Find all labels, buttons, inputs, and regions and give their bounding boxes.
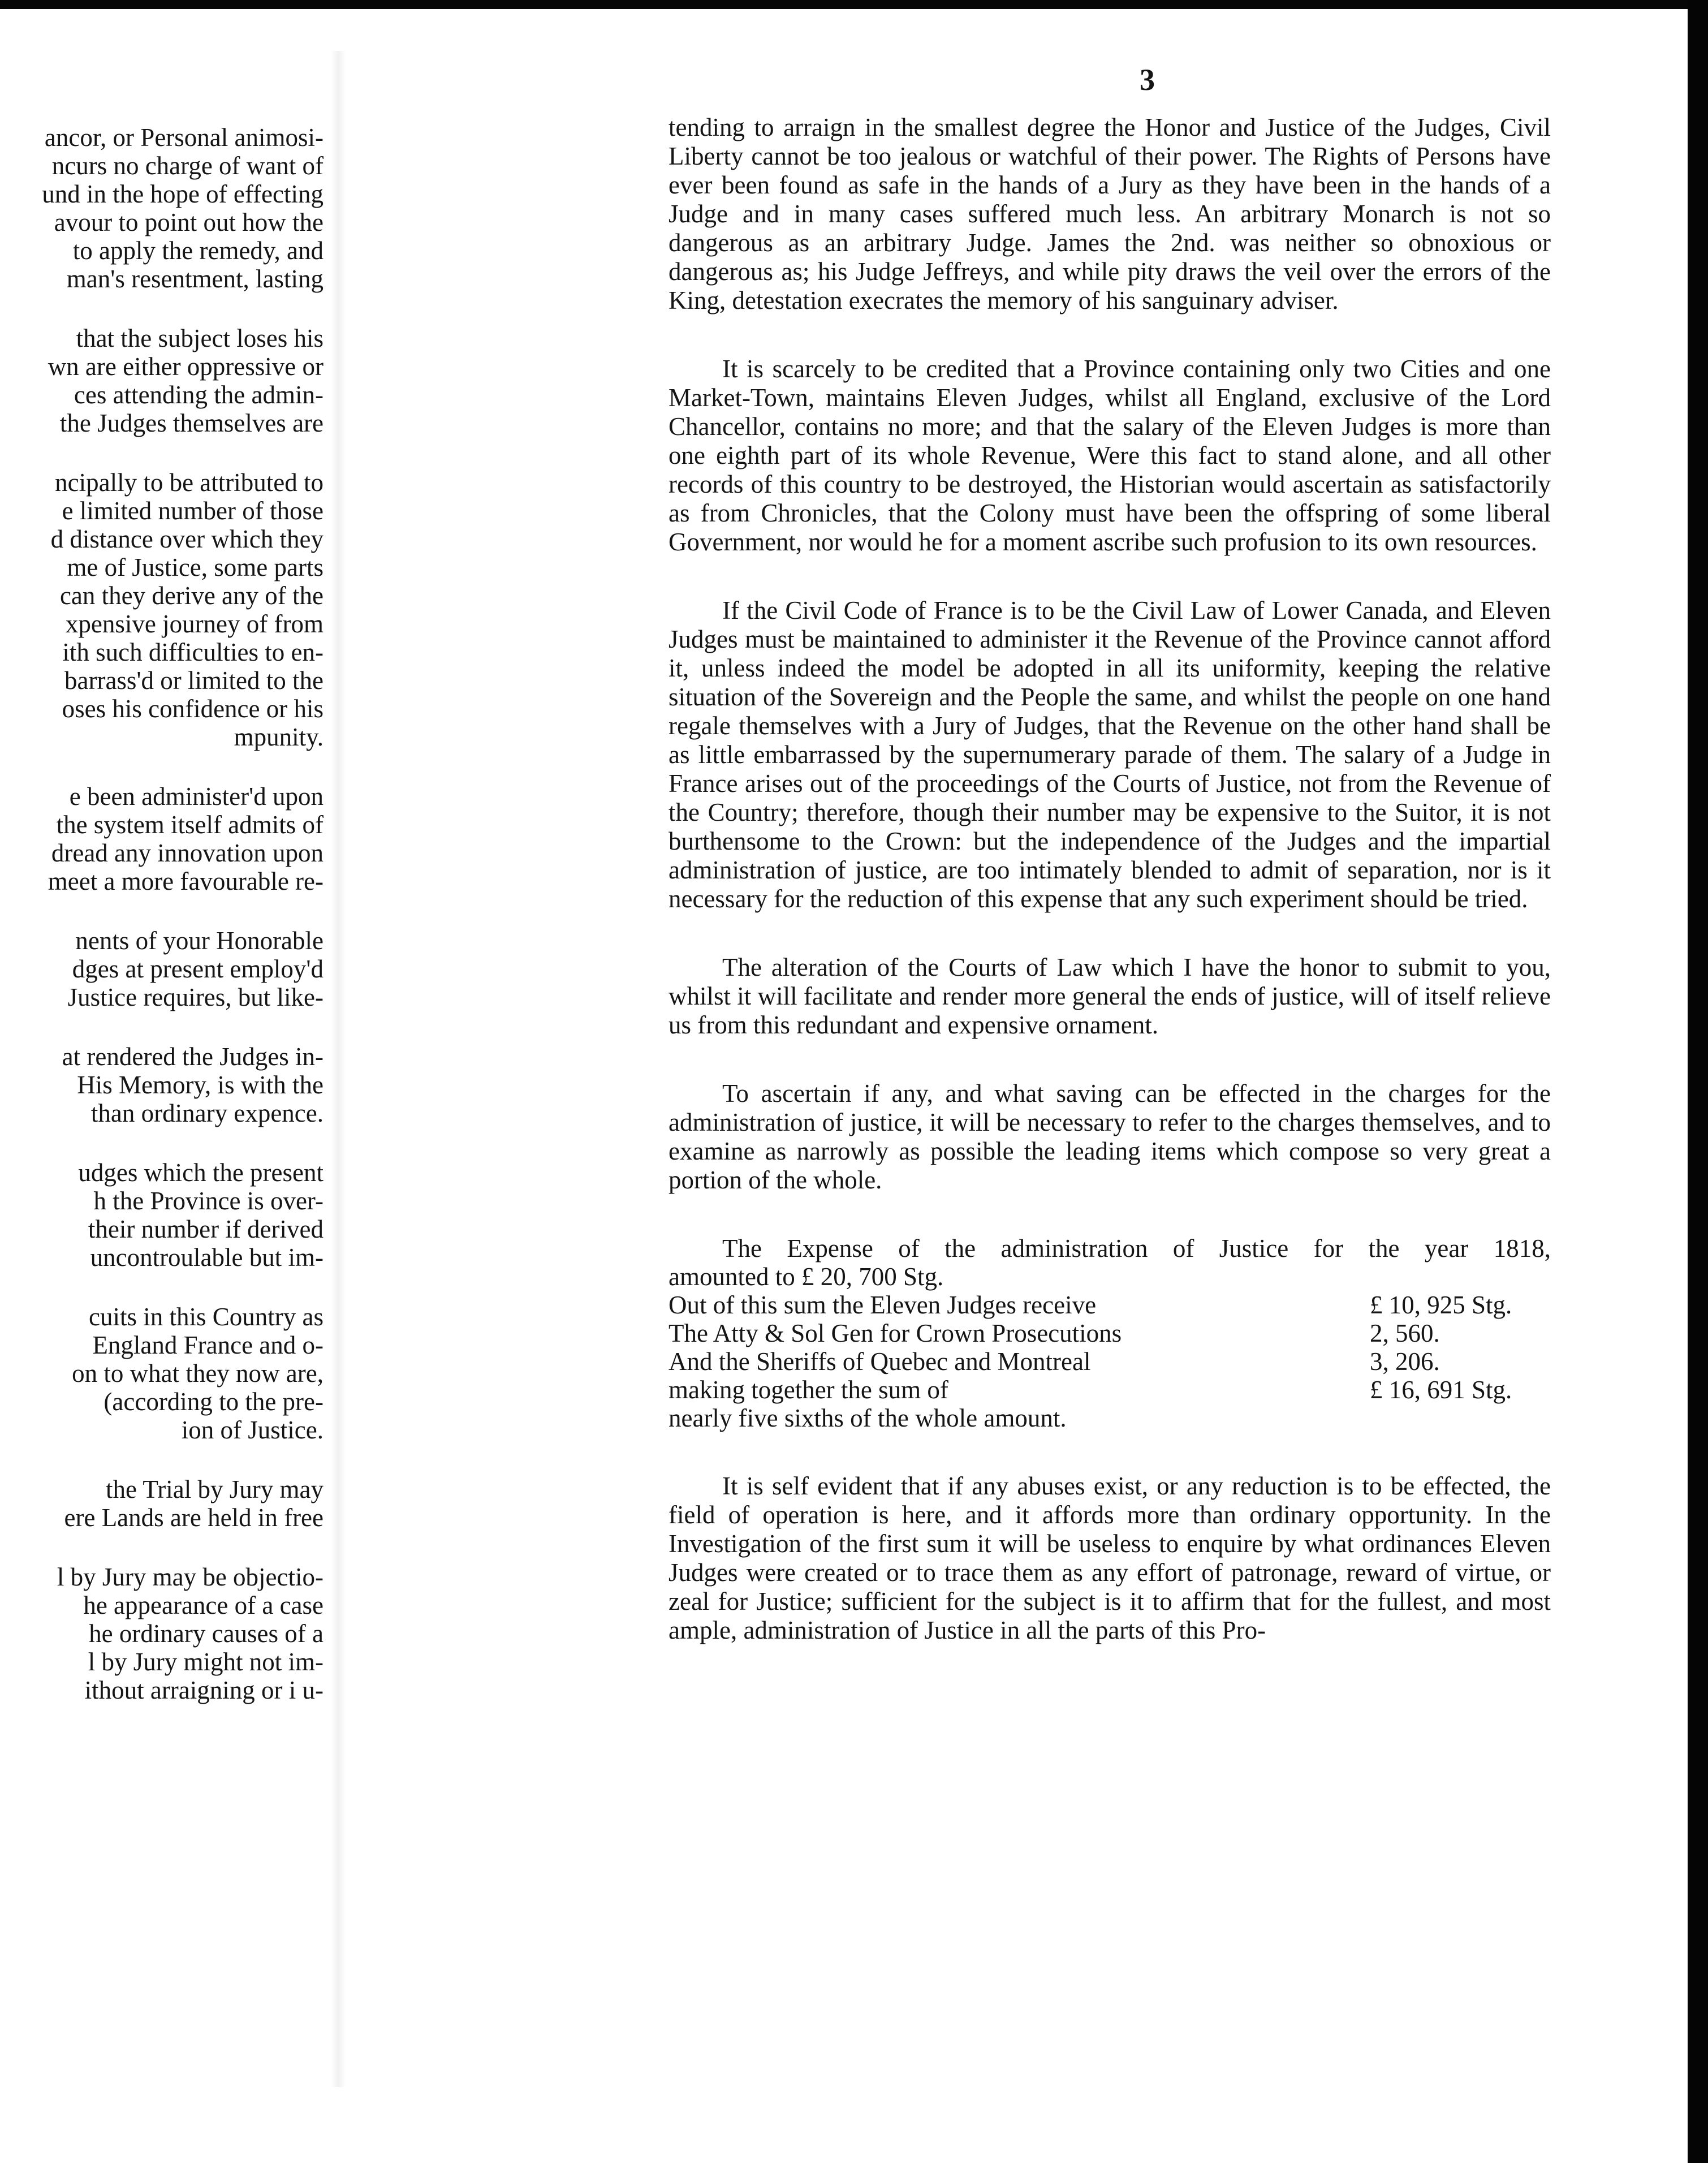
page-gutter — [331, 51, 346, 2087]
left-paragraph-gap — [0, 1444, 328, 1475]
left-column-line: England France and o- — [92, 1331, 324, 1359]
left-paragraph-gap — [0, 293, 328, 324]
left-column-line: l by Jury might not im- — [88, 1648, 324, 1676]
left-column-line: barrass'd or limited to the — [64, 666, 324, 695]
left-column-line: ith such difficulties to en- — [62, 638, 324, 666]
left-column-line: on to what they now are, — [72, 1359, 324, 1388]
left-column-line: ithout arraigning or i u- — [84, 1676, 324, 1704]
left-column-line: wn are either oppressive or — [48, 352, 324, 381]
expense-total-line: amounted to £ 20, 700 Stg. — [668, 1263, 944, 1291]
left-column-line: their number if derived — [88, 1215, 324, 1243]
left-column-line: ion of Justice. — [181, 1416, 324, 1444]
paragraph-5: To ascertain if any, and what saving can be effected in the charges for the administration of justice, it will be necessary to refer to the charges themselves, and to examine as narrowly as possible the leading items which compose so very great a portion of the whole. — [668, 1079, 1551, 1194]
left-column-line: ncurs no charge of want of — [51, 152, 324, 180]
left-paragraph-gap — [0, 751, 328, 782]
left-column-line: e been administer'd upon — [69, 782, 324, 811]
left-column-line: ancor, or Personal animosi- — [44, 123, 324, 152]
left-column-line: that the subject loses his — [76, 324, 324, 352]
paragraph-2: It is scarcely to be credited that a Province containing only two Cities and one Market-Town, maintains Eleven Judges, whilst all England, exclusive of the Lord Chancellor, contains no more; and that the salary of the Eleven Judges is more than one eighth part of its whole Revenue, Were this fact to stand alone, and all other records of this country to be destroyed, the Historian would ascertain as satisfactorily as from Chronicles, that the Colony must have been the offspring of some liberal Government, nor would he for a moment ascribe such profusion to its own resources. — [668, 355, 1551, 556]
left-column-line: man's resentment, lasting — [66, 265, 324, 293]
left-column-line: nents of your Honorable — [75, 927, 324, 955]
left-column-line: h the Province is over- — [93, 1187, 324, 1215]
left-column-line: ces attending the admin- — [74, 381, 324, 409]
left-paragraph-gap — [0, 895, 328, 927]
left-column-line: ere Lands are held in free — [64, 1503, 324, 1532]
left-column-line: than ordinary expence. — [90, 1099, 324, 1127]
left-page-column — [0, 123, 328, 2058]
page-number: 3 — [1140, 63, 1155, 97]
left-column-line: oses his confidence or his — [62, 695, 324, 723]
left-column-line: the Judges themselves are — [59, 409, 324, 437]
expense-amount: 3, 206. — [1370, 1347, 1440, 1376]
left-column-line: he appearance of a case — [83, 1591, 324, 1619]
left-column-line: the Trial by Jury may — [105, 1475, 324, 1503]
left-paragraph-gap — [0, 1532, 328, 1563]
left-column-line: udges which the present — [78, 1158, 324, 1187]
left-column-line: ncipally to be attributed to — [55, 468, 324, 497]
expense-row — [668, 1319, 1551, 1347]
left-column-line: he ordinary causes of a — [89, 1619, 324, 1648]
left-column-line: at rendered the Judges in- — [62, 1042, 324, 1071]
expense-label: And the Sheriffs of Quebec and Montreal — [668, 1347, 1091, 1376]
left-column-line: avour to point out how the — [54, 208, 324, 236]
left-column-line: cuits in this Country as — [89, 1303, 324, 1331]
left-column-line: (according to the pre- — [103, 1388, 324, 1416]
left-paragraph-gap — [0, 1272, 328, 1303]
paragraph-6: It is self evident that if any abuses exist, or any reduction is to be effected, the field of operation is here, and it affords more than ordinary opportunity. In the Investigation of the first sum it will be useless to enquire by what ordinances Eleven Judges were created or to trace them as any effort of patronage, reward of virtue, or zeal for Justice; sufficient for the subject is it to affirm that for the fullest, and most ample, administration of Justice in all the parts of this Pro- — [668, 1472, 1551, 1644]
left-column-line: dges at present employ'd — [72, 955, 324, 983]
paragraph-4: The alteration of the Courts of Law which I have the honor to submit to you, whilst it will facilitate and render more general the ends of justice, will of itself relieve us from this redundant and expensive ornament. — [668, 953, 1551, 1039]
left-column-line: can they derive any of the — [59, 581, 324, 610]
expense-label: making together the sum of — [668, 1376, 948, 1404]
left-column-line: meet a more favourable re- — [48, 867, 324, 895]
expense-amount: £ 10, 925 Stg. — [1370, 1291, 1512, 1319]
expense-rows — [668, 1291, 1551, 1404]
expense-note: nearly five sixths of the whole amount. — [668, 1404, 1067, 1432]
left-paragraph-gap — [0, 1011, 328, 1042]
expense-label: Out of this sum the Eleven Judges receive — [668, 1291, 1097, 1319]
left-column-line: mpunity. — [234, 723, 324, 751]
left-column-line: d distance over which they — [50, 525, 324, 553]
right-page-column — [668, 113, 1551, 1645]
left-column-line: Justice requires, but like- — [67, 983, 324, 1011]
left-paragraph-gap — [0, 437, 328, 468]
left-column-line: the system itself admits of — [56, 811, 324, 839]
expense-row — [668, 1347, 1551, 1376]
expense-label: The Atty & Sol Gen for Crown Prosecutions — [668, 1319, 1122, 1347]
left-column-line: uncontroulable but im- — [90, 1243, 324, 1272]
paragraph-1: tending to arraign in the smallest degree the Honor and Justice of the Judges, Civil Liberty cannot be too jealous or watchful of their power. The Rights of Persons have ever been found as safe in the hands of a Jury as they have been in the hands of a Judge and in many cases suffered much less. An arbitrary Monarch is not so dangerous as an arbitrary Judge. James the 2nd. was neither so obnoxious or dangerous as; his Judge Jeffreys, and while pity draws the veil over the errors of the King, detestation execrates the memory of his sanguinary adviser. — [668, 113, 1551, 314]
left-column-line: e limited number of those — [62, 497, 324, 525]
left-column-line: xpensive journey of from — [65, 610, 324, 638]
left-column-line: l by Jury may be objectio- — [57, 1563, 324, 1591]
paragraph-3: If the Civil Code of France is to be the Civil Law of Lower Canada, and Eleven Judges must be maintained to administer it the Revenue of the Province cannot afford it, unless indeed the model be adopted in all its uniformity, keeping the relative situation of the Sovereign and the People the same, and whilst the people on one hand regale themselves with a Jury of Judges, that the Revenue on the other hand shall be as little embarrassed by the supernumerary parade of them. The salary of a Judge in France arises out of the proceedings of the Courts of Justice, not from the Revenue of the Country; therefore, though their number may be expensive to the Suitor, it is not burthensome to the Crown: but the independence of the Judges and the impartial administration of justice, are too intimately blended to admit of separation, nor is it necessary for the reduction of this expense that any such experiment should be tried. — [668, 596, 1551, 913]
left-column-line: me of Justice, some parts — [67, 553, 324, 581]
expense-amount: £ 16, 691 Stg. — [1370, 1376, 1512, 1404]
left-paragraph-gap — [0, 1127, 328, 1158]
expense-amount: 2, 560. — [1370, 1319, 1440, 1347]
expense-row — [668, 1376, 1551, 1404]
left-column-line: to apply the remedy, and — [72, 236, 324, 265]
left-column-line: und in the hope of effecting — [42, 180, 324, 208]
left-column-line: His Memory, is with the — [77, 1071, 324, 1099]
expense-row — [668, 1291, 1551, 1319]
left-column-line: dread any innovation upon — [51, 839, 324, 867]
top-border — [0, 0, 1708, 9]
expense-table — [668, 1234, 1551, 1432]
right-border — [1688, 0, 1708, 2163]
expense-intro: The Expense of the administration of Justice for the year 1818, — [722, 1234, 1551, 1263]
